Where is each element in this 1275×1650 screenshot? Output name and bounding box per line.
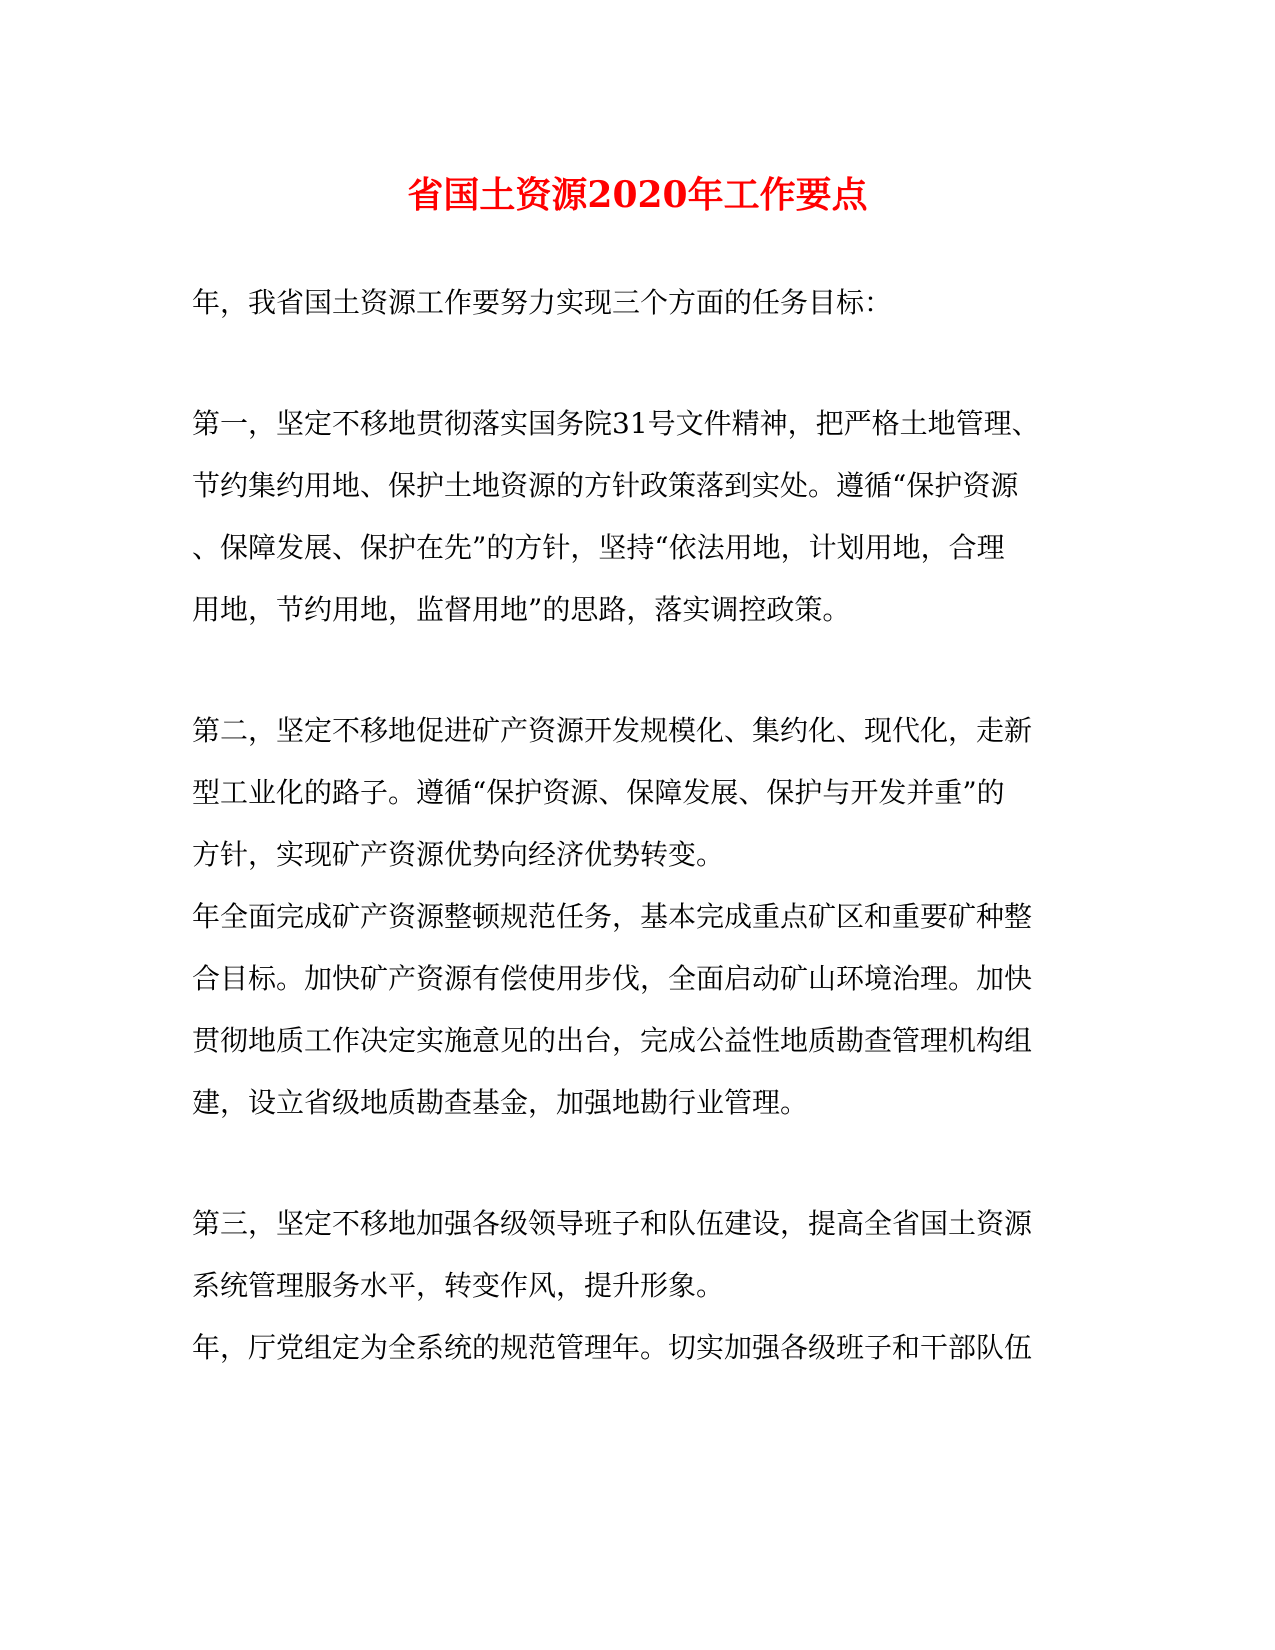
section-3-line: 第三，坚定不移地加强各级领导班子和队伍建设，提高全省国土资源	[192, 1207, 1033, 1240]
section-2-line: 贯彻地质工作决定实施意见的出台，完成公益性地质勘查管理机构组	[192, 1024, 1033, 1057]
section-2-line: 年全面完成矿产资源整顿规范任务，基本完成重点矿区和重要矿种整	[192, 900, 1033, 933]
section-3-line: 年，厅党组定为全系统的规范管理年。切实加强各级班子和干部队伍	[192, 1331, 1033, 1364]
section-2-line: 合目标。加快矿产资源有偿使用步伐，全面启动矿山环境治理。加快	[192, 962, 1033, 995]
section-2-line: 方针，实现矿产资源优势向经济优势转变。	[192, 838, 725, 871]
section-2-line: 建，设立省级地质勘查基金，加强地勘行业管理。	[192, 1086, 809, 1119]
document-title: 省国土资源2020年工作要点	[407, 174, 868, 216]
intro-paragraph: 年，我省国土资源工作要努力实现三个方面的任务目标：	[192, 286, 893, 319]
section-1-line: 第一，坚定不移地贯彻落实国务院31号文件精神，把严格土地管理、	[192, 407, 1040, 440]
section-1-line: 节约集约用地、保护土地资源的方针政策落到实处。遵循“保护资源	[192, 469, 1019, 502]
section-2-line: 第二，坚定不移地促进矿产资源开发规模化、集约化、现代化，走新	[192, 714, 1033, 747]
section-1-line: 、保障发展、保护在先”的方针，坚持“依法用地，计划用地，合理	[192, 531, 1005, 564]
section-3-line: 系统管理服务水平，转变作风，提升形象。	[192, 1269, 725, 1302]
section-2-line: 型工业化的路子。遵循“保护资源、保障发展、保护与开发并重”的	[192, 776, 1005, 809]
section-1-line: 用地，节约用地，监督用地”的思路，落实调控政策。	[192, 593, 851, 626]
